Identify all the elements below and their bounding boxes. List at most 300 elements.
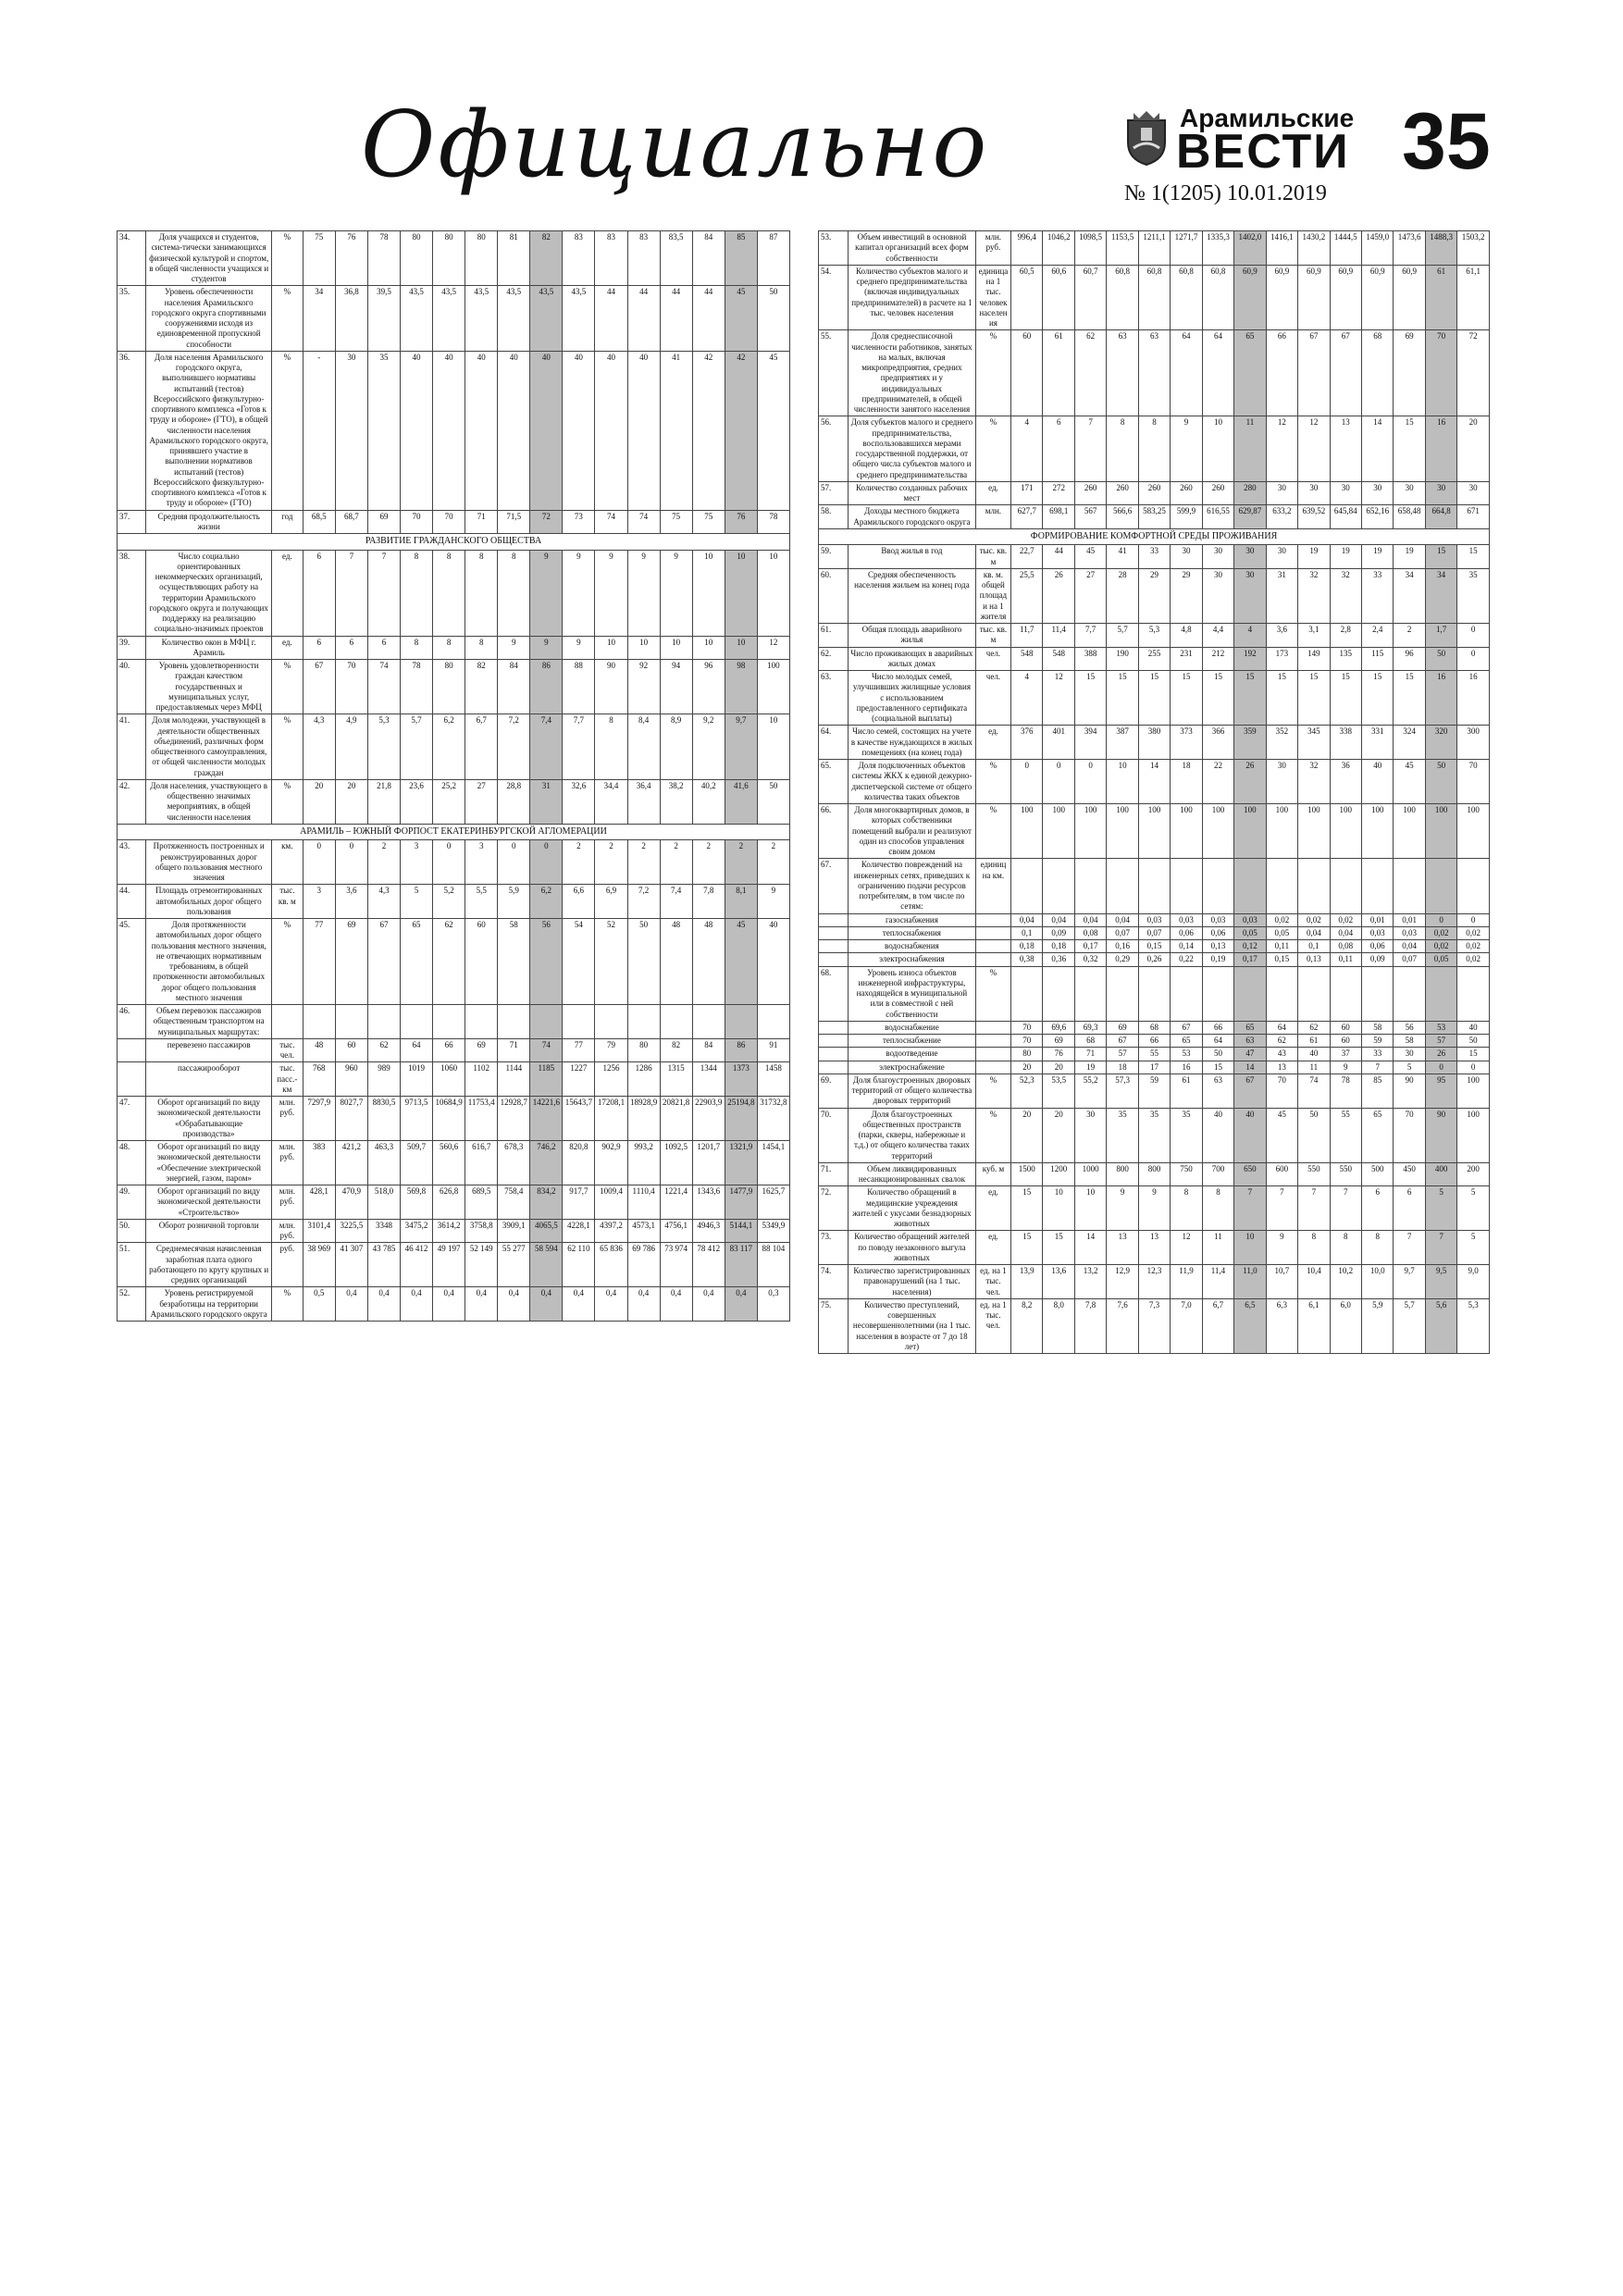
unit-cell: ед. (975, 481, 1010, 505)
value-cell: 15 (1330, 671, 1361, 726)
value-cell: 10 (1043, 1186, 1074, 1231)
value-cell: 32,6 (563, 779, 595, 824)
unit-cell: руб. (271, 1243, 303, 1287)
value-cell: 55 (1330, 1108, 1361, 1162)
value-cell: 61 (1043, 330, 1074, 416)
value-cell: 57,3 (1107, 1074, 1138, 1108)
row-number (118, 1062, 146, 1097)
value-cell: 2 (692, 840, 725, 885)
value-cell: 820,8 (563, 1141, 595, 1185)
row-number: 68. (819, 966, 849, 1021)
indicator-name: Уровень удовлетворенности граждан качеством государственных и муниципальных услуг, предоставляемых через МФЦ (146, 660, 271, 714)
value-cell: 19 (1330, 545, 1361, 569)
value-cell: 0 (303, 840, 335, 885)
value-cell (1394, 859, 1425, 913)
row-number: 66. (819, 804, 849, 859)
table-row (819, 1231, 1490, 1265)
value-cell: 1201,7 (692, 1141, 725, 1185)
value-cell: 8 (465, 550, 498, 636)
value-cell: 671 (1457, 505, 1490, 529)
value-cell: 2 (563, 840, 595, 885)
value-cell: 48 (692, 919, 725, 1005)
row-number: 40. (118, 660, 146, 714)
value-cell: 0,02 (1330, 913, 1361, 926)
value-cell: 560,6 (433, 1141, 465, 1185)
value-cell: 55,2 (1074, 1074, 1106, 1108)
value-cell: 658,48 (1394, 505, 1425, 529)
value-cell: 91 (757, 1038, 789, 1062)
value-cell: 12,3 (1138, 1265, 1170, 1299)
value-cell: 20 (335, 779, 367, 824)
value-cell: 2 (1394, 624, 1425, 648)
value-cell (725, 1005, 757, 1039)
value-cell: 45 (1394, 760, 1425, 804)
value-cell: 1444,5 (1330, 231, 1361, 266)
value-cell: 100 (1298, 804, 1330, 859)
value-cell: 7,7 (563, 714, 595, 780)
value-cell: 15 (1011, 1231, 1043, 1265)
value-cell: 52 149 (465, 1243, 498, 1287)
value-cell: 76 (335, 231, 367, 286)
unit-cell: % (271, 714, 303, 780)
value-cell: 8 (1330, 1231, 1361, 1265)
value-cell: 63 (1234, 1035, 1266, 1048)
value-cell: 50 (1202, 1048, 1233, 1061)
indicator-name: Уровень обеспеченности населения Арамильского городского округа спортивными сооружениями исходя из единовременной пропускной способности (146, 286, 271, 352)
value-cell: 60,7 (1074, 265, 1106, 330)
value-cell: 76 (1043, 1048, 1074, 1061)
value-cell: 65 (1234, 1021, 1266, 1034)
value-cell: 63 (1138, 330, 1170, 416)
value-cell: 1286 (627, 1062, 660, 1097)
value-cell: 758,4 (498, 1185, 530, 1220)
value-cell: 550 (1298, 1162, 1330, 1186)
value-cell: 1454,1 (757, 1141, 789, 1185)
indicator-name: Доля населения, участвующего в общественно значимых мероприятиях, в общей численности населения (146, 779, 271, 824)
value-cell (1330, 859, 1361, 913)
value-cell: 47 (1234, 1048, 1266, 1061)
value-cell: 280 (1234, 481, 1266, 505)
value-cell (1425, 966, 1456, 1021)
value-cell: 15 (1138, 671, 1170, 726)
value-cell: 35 (367, 351, 400, 510)
value-cell: 0,04 (1074, 913, 1106, 926)
value-cell: 1221,4 (660, 1185, 692, 1220)
value-cell: 7297,9 (303, 1097, 335, 1141)
value-cell: 52 (595, 919, 627, 1005)
value-cell: 800 (1138, 1162, 1170, 1186)
value-cell: 616,7 (465, 1141, 498, 1185)
unit-cell (271, 1005, 303, 1039)
value-cell: 4,9 (335, 714, 367, 780)
indicator-name: Доля населения Арамильского городского округа, выполнившего нормативы испытаний (тестов) Всероссийского физкультурно-спортивного комплекса «Готов к труду и обороне» (ГТО), в общей численности населения Арамильского городского округа, принявшего участие в выполнении нормативов испытаний (тестов) Всероссийского физкультурно-спортивного комплекса «Готов к труду и обороне» (ГТО) (146, 351, 271, 510)
value-cell: 1271,7 (1171, 231, 1202, 266)
value-cell: 9 (627, 550, 660, 636)
value-cell: 1459,0 (1362, 231, 1394, 266)
value-cell: 15 (1011, 1186, 1043, 1231)
section-heading: ФОРМИРОВАНИЕ КОМФОРТНОЙ СРЕДЫ ПРОЖИВАНИЯ (819, 528, 1490, 545)
value-cell: 6 (367, 636, 400, 660)
value-cell: 8830,5 (367, 1097, 400, 1141)
value-cell: 7 (1362, 1061, 1394, 1074)
value-cell: 96 (1394, 647, 1425, 671)
value-cell: 80 (433, 231, 465, 286)
value-cell: 0 (1457, 1061, 1490, 1074)
value-cell: 8 (433, 550, 465, 636)
value-cell: 71,5 (498, 510, 530, 534)
value-cell: 50 (1425, 760, 1456, 804)
value-cell: 15 (1394, 671, 1425, 726)
value-cell (1074, 859, 1106, 913)
value-cell: 5 (401, 885, 433, 919)
value-cell: 1430,2 (1298, 231, 1330, 266)
value-cell: 627,7 (1011, 505, 1043, 529)
value-cell: 9 (563, 550, 595, 636)
value-cell: 7,2 (627, 885, 660, 919)
value-cell: 62 (1266, 1035, 1297, 1048)
unit-cell (975, 1035, 1010, 1048)
value-cell: 40 (530, 351, 563, 510)
value-cell: 45 (1074, 545, 1106, 569)
table-row (819, 859, 1490, 913)
unit-cell: % (975, 966, 1010, 1021)
value-cell: 60,9 (1266, 265, 1297, 330)
value-cell: 33 (1138, 545, 1170, 569)
value-cell: 90 (1394, 1074, 1425, 1108)
value-cell: 1144 (498, 1062, 530, 1097)
value-cell: 84 (498, 660, 530, 714)
value-cell: 0,4 (692, 1287, 725, 1322)
value-cell: 960 (335, 1062, 367, 1097)
value-cell: 0,4 (725, 1287, 757, 1322)
value-cell: 43,5 (433, 286, 465, 352)
table-row (118, 1038, 790, 1062)
value-cell (1330, 966, 1361, 1021)
row-number (819, 1021, 849, 1034)
value-cell: 0,08 (1330, 940, 1361, 953)
value-cell: 96 (692, 660, 725, 714)
value-cell: 4,3 (303, 714, 335, 780)
value-cell: 58 (498, 919, 530, 1005)
value-cell: 7,0 (1171, 1298, 1202, 1353)
value-cell: 33 (1362, 1048, 1394, 1061)
value-cell: 171 (1011, 481, 1043, 505)
value-cell: 64 (1202, 330, 1233, 416)
unit-cell: % (271, 286, 303, 352)
unit-cell: ед. (271, 636, 303, 660)
table-row (118, 1243, 790, 1287)
indicator-name: Доля молодежи, участвующей в деятельности общественных объединений, различных форм общественного самоуправления, от общей численности молодых граждан (146, 714, 271, 780)
value-cell: 1060 (433, 1062, 465, 1097)
value-cell: 0,4 (465, 1287, 498, 1322)
value-cell: 3 (303, 885, 335, 919)
value-cell: 11,4 (1043, 624, 1074, 648)
value-cell: 5144,1 (725, 1219, 757, 1243)
value-cell: 69 (1107, 1021, 1138, 1034)
value-cell: 100 (1138, 804, 1170, 859)
value-cell: 48 (660, 919, 692, 1005)
indicator-name: Объем перевозок пассажиров общественным транспортом на муниципальных маршрутах: (146, 1005, 271, 1039)
value-cell: 83 (627, 231, 660, 286)
value-cell: 255 (1138, 647, 1170, 671)
value-cell: 58 (1362, 1021, 1394, 1034)
value-cell: 100 (1457, 1074, 1490, 1108)
value-cell: 6 (303, 636, 335, 660)
value-cell: 10 (1074, 1186, 1106, 1231)
table-row (819, 624, 1490, 648)
value-cell: 9 (1138, 1186, 1170, 1231)
value-cell: 100 (1171, 804, 1202, 859)
table-row (819, 1298, 1490, 1353)
table-row (118, 840, 790, 885)
value-cell: 100 (1330, 804, 1361, 859)
value-cell: 62 (433, 919, 465, 1005)
value-cell: 68 (1074, 1035, 1106, 1048)
value-cell: 0,02 (1457, 926, 1490, 939)
value-cell: 40 (757, 919, 789, 1005)
value-cell: 0,17 (1234, 953, 1266, 966)
value-cell: 4756,1 (660, 1219, 692, 1243)
value-cell: 20 (1043, 1061, 1074, 1074)
value-cell: 0 (1457, 913, 1490, 926)
value-cell: 13 (1330, 416, 1361, 482)
indicator-name: Ввод жилья в год (849, 545, 976, 569)
value-cell: 71 (498, 1038, 530, 1062)
value-cell: 428,1 (303, 1185, 335, 1220)
value-cell: 43,5 (563, 286, 595, 352)
table-row (819, 1186, 1490, 1231)
value-cell: 2 (627, 840, 660, 885)
row-number: 57. (819, 481, 849, 505)
value-cell: 376 (1011, 726, 1043, 760)
value-cell: 0,19 (1202, 953, 1233, 966)
value-cell: 8,4 (627, 714, 660, 780)
unit-cell: тыс. кв. м (271, 885, 303, 919)
table-row (118, 919, 790, 1005)
row-number: 48. (118, 1141, 146, 1185)
value-cell: 0 (530, 840, 563, 885)
value-cell: 616,55 (1202, 505, 1233, 529)
value-cell: 1000 (1074, 1162, 1106, 1186)
table-row (118, 885, 790, 919)
value-cell: 28 (1107, 568, 1138, 623)
value-cell: 58 594 (530, 1243, 563, 1287)
value-cell: 10 (757, 550, 789, 636)
value-cell: 0,14 (1171, 940, 1202, 953)
value-cell (530, 1005, 563, 1039)
value-cell: 3,6 (335, 885, 367, 919)
table-row (118, 714, 790, 780)
unit-cell: млн. руб. (271, 1097, 303, 1141)
value-cell: 11,4 (1202, 1265, 1233, 1299)
value-cell: 8 (1298, 1231, 1330, 1265)
indicator-name: Доля протяженности автомобильных дорог общего пользования местного значения, не отвечающих нормативным требованиям, в общей протяженности автомобильных дорог общего пользования местного значения (146, 919, 271, 1005)
value-cell: 746,2 (530, 1141, 563, 1185)
value-cell: 83 (563, 231, 595, 286)
value-cell: 80 (433, 660, 465, 714)
value-cell: 45 (757, 351, 789, 510)
value-cell: 0 (1043, 760, 1074, 804)
value-cell: 17208,1 (595, 1097, 627, 1141)
value-cell: 0 (1425, 1061, 1456, 1074)
value-cell: 100 (1394, 804, 1425, 859)
row-number: 41. (118, 714, 146, 780)
value-cell: 82 (465, 660, 498, 714)
unit-cell: % (975, 416, 1010, 482)
value-cell: 15 (1362, 671, 1394, 726)
unit-cell (975, 926, 1010, 939)
value-cell: 10 (1107, 760, 1138, 804)
value-cell: 69 (367, 510, 400, 534)
indicator-name: Количество созданных рабочих мест (849, 481, 976, 505)
value-cell: 80 (465, 231, 498, 286)
value-cell: 800 (1107, 1162, 1138, 1186)
row-number (819, 953, 849, 966)
value-cell: 98 (725, 660, 757, 714)
section-row (118, 534, 790, 551)
value-cell: 73 (563, 510, 595, 534)
value-cell: 10 (627, 636, 660, 660)
value-cell: 29 (1171, 568, 1202, 623)
value-cell: 8 (498, 550, 530, 636)
value-cell: 65 (1234, 330, 1266, 416)
value-cell: 0,4 (335, 1287, 367, 1322)
table-row (819, 481, 1490, 505)
indicator-name: Оборот организаций по виду экономической деятельности «Обрабатывающие производства» (146, 1097, 271, 1141)
value-cell: 40 (595, 351, 627, 510)
value-cell: 40 (465, 351, 498, 510)
value-cell: 190 (1107, 647, 1138, 671)
value-cell: 6,3 (1266, 1298, 1297, 1353)
unit-cell (975, 913, 1010, 926)
value-cell: 0,4 (563, 1287, 595, 1322)
indicator-name: Объем ликвидированных несанкционированных свалок (849, 1162, 976, 1186)
row-number (819, 926, 849, 939)
indicator-name: Доля благоустроенных дворовых территорий от общего количества дворовых территорий (849, 1074, 976, 1108)
value-cell: 50 (1457, 1035, 1490, 1048)
value-cell: 373 (1171, 726, 1202, 760)
indicator-name: Уровень регистрируемой безработицы на территории Арамильского городского округа (146, 1287, 271, 1322)
unit-cell: % (271, 351, 303, 510)
value-cell: 2 (757, 840, 789, 885)
value-cell: 64 (401, 1038, 433, 1062)
value-cell: 78 412 (692, 1243, 725, 1287)
row-number: 54. (819, 265, 849, 330)
value-cell: 583,25 (1138, 505, 1170, 529)
value-cell: 7 (1425, 1231, 1456, 1265)
value-cell: 12,9 (1107, 1265, 1138, 1299)
value-cell: 75 (303, 231, 335, 286)
value-cell: 86 (725, 1038, 757, 1062)
unit-cell: % (975, 330, 1010, 416)
value-cell: 10 (595, 636, 627, 660)
value-cell: 67 (367, 919, 400, 1005)
value-cell: 100 (1011, 804, 1043, 859)
value-cell: 0,17 (1074, 940, 1106, 953)
row-number: 49. (118, 1185, 146, 1220)
value-cell: 626,8 (433, 1185, 465, 1220)
value-cell: 66 (433, 1038, 465, 1062)
row-number (819, 1048, 849, 1061)
indicator-name: Доля подключенных объектов системы ЖКХ к единой дежурно-диспетчерской системе от общего количества таких объектов (849, 760, 976, 804)
value-cell: 8 (433, 636, 465, 660)
value-cell: 0,32 (1074, 953, 1106, 966)
value-cell: 69,3 (1074, 1021, 1106, 1034)
value-cell: 60,8 (1138, 265, 1170, 330)
value-cell: 35 (1138, 1108, 1170, 1162)
value-cell: 5 (1394, 1061, 1425, 1074)
value-cell: 1402,0 (1234, 231, 1266, 266)
unit-cell (975, 953, 1010, 966)
unit-cell: год (271, 510, 303, 534)
value-cell: 69 (1394, 330, 1425, 416)
indicator-name: Доля учащихся и студентов, система-тически занимающихся физической культурой и спортом, в общей численности учащихся и студентов (146, 231, 271, 286)
value-cell: 65 836 (595, 1243, 627, 1287)
indicator-name: Доля субъектов малого и среднего предпринимательства, воспользовавшихся мерами государственной поддержки, от общего числа субъектов малого и среднего предпринимательства (849, 416, 976, 482)
value-cell: 1315 (660, 1062, 692, 1097)
value-cell: 3909,1 (498, 1219, 530, 1243)
value-cell: 0,03 (1138, 913, 1170, 926)
value-cell: 0,02 (1457, 953, 1490, 966)
value-cell: 0,04 (1107, 913, 1138, 926)
value-cell: 192 (1234, 647, 1266, 671)
value-cell: 84 (692, 1038, 725, 1062)
value-cell: 74 (530, 1038, 563, 1062)
value-cell: 72 (1457, 330, 1490, 416)
table-row (118, 1219, 790, 1243)
value-cell: 65 (1171, 1035, 1202, 1048)
row-number (118, 1038, 146, 1062)
unit-cell: тыс. чел. (271, 1038, 303, 1062)
value-cell: 352 (1266, 726, 1297, 760)
value-cell: 7 (1330, 1186, 1361, 1231)
value-cell: 40 (1362, 760, 1394, 804)
value-cell: 7 (335, 550, 367, 636)
value-cell: 1473,6 (1394, 231, 1425, 266)
value-cell: 67 (1298, 330, 1330, 416)
value-cell: 12 (1171, 1231, 1202, 1265)
value-cell: 68,5 (303, 510, 335, 534)
value-cell: 18 (1107, 1061, 1138, 1074)
value-cell: 9,7 (725, 714, 757, 780)
row-number: 55. (819, 330, 849, 416)
value-cell: 30 (1266, 481, 1297, 505)
value-cell (1171, 859, 1202, 913)
value-cell: 10 (725, 636, 757, 660)
indicator-name: Количество зарегистрированных правонарушений (на 1 тыс. населения) (849, 1265, 976, 1299)
value-cell: 212 (1202, 647, 1233, 671)
table-row (118, 510, 790, 534)
value-cell: 41 307 (335, 1243, 367, 1287)
value-cell: 34 (303, 286, 335, 352)
unit-cell: млн. руб. (271, 1219, 303, 1243)
value-cell: 0,15 (1138, 940, 1170, 953)
value-cell: 0,18 (1011, 940, 1043, 953)
value-cell: 7,7 (1074, 624, 1106, 648)
indicator-name: Число семей, состоящих на учете в качестве нуждающихся в жилых помещениях (на конец года) (849, 726, 976, 760)
value-cell: 32 (1298, 568, 1330, 623)
value-cell: 75 (660, 510, 692, 534)
value-cell: 5349,9 (757, 1219, 789, 1243)
value-cell: 0 (1011, 760, 1043, 804)
row-number: 75. (819, 1298, 849, 1353)
value-cell: 3101,4 (303, 1219, 335, 1243)
value-cell: 69 (465, 1038, 498, 1062)
value-cell: 87 (757, 231, 789, 286)
value-cell: 80 (1011, 1048, 1043, 1061)
value-cell: 33 (1362, 568, 1394, 623)
value-cell: 4,3 (367, 885, 400, 919)
